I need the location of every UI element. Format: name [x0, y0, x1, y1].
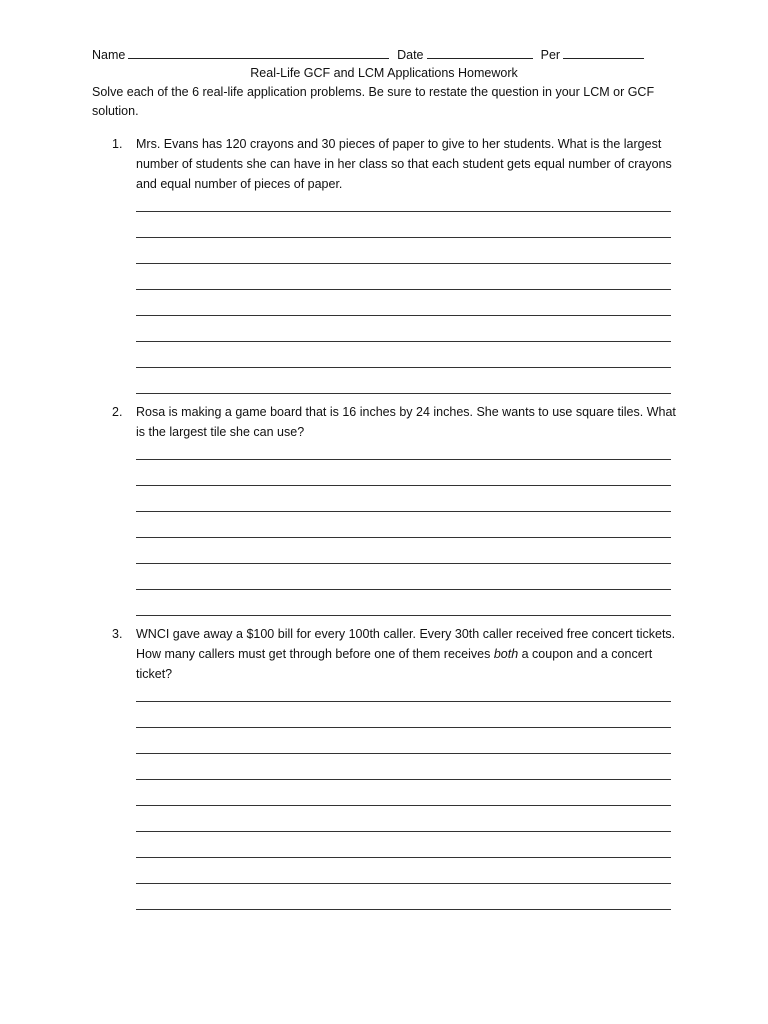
question-3 [112, 624, 682, 684]
question-number: 3. [112, 627, 123, 641]
answer-line[interactable] [136, 434, 671, 460]
answer-line[interactable] [136, 212, 671, 238]
instructions: Solve each of the 6 real-life application problems. Be sure to restate the question in your LCM or GCF solution. [92, 85, 655, 118]
answer-lines-2 [136, 434, 671, 616]
student-info-header [92, 46, 652, 62]
answer-line[interactable] [136, 858, 671, 884]
date-label: Date [397, 48, 424, 62]
question-1 [112, 134, 682, 194]
answer-line[interactable] [136, 676, 671, 702]
name-blank[interactable] [128, 46, 389, 59]
answer-line[interactable] [136, 460, 671, 486]
answer-line[interactable] [136, 564, 671, 590]
answer-line[interactable] [136, 590, 671, 616]
period-label: Per [540, 48, 561, 62]
question-text: Rosa is making a game board that is 16 inches by 24 inches. She wants to use square tiles. What is the largest tile she can use? [136, 405, 676, 439]
answer-line[interactable] [136, 538, 671, 564]
answer-lines-3 [136, 676, 671, 910]
question-text-part: a coupon and a concert ticket? [136, 647, 653, 681]
answer-line[interactable] [136, 728, 671, 754]
question-number: 2. [112, 405, 123, 419]
name-label: Name [92, 48, 126, 62]
answer-line[interactable] [136, 316, 671, 342]
question-text-emphasis: both [493, 647, 519, 661]
answer-line[interactable] [136, 238, 671, 264]
answer-line[interactable] [136, 290, 671, 316]
question-number: 1. [112, 137, 123, 151]
answer-line[interactable] [136, 368, 671, 394]
answer-lines-1 [136, 186, 671, 394]
answer-line[interactable] [136, 780, 671, 806]
date-blank[interactable] [427, 46, 533, 59]
answer-line[interactable] [136, 806, 671, 832]
answer-line[interactable] [136, 702, 671, 728]
answer-line[interactable] [136, 186, 671, 212]
period-blank[interactable] [563, 46, 644, 59]
answer-line[interactable] [136, 486, 671, 512]
answer-line[interactable] [136, 512, 671, 538]
answer-line[interactable] [136, 754, 671, 780]
answer-line[interactable] [136, 832, 671, 858]
answer-line[interactable] [136, 264, 671, 290]
question-text: Mrs. Evans has 120 crayons and 30 pieces of paper to give to her students. What is the largest number of students she can have in her class so that each student gets equal number of crayons and equal number of pieces of paper. [136, 137, 672, 191]
answer-line[interactable] [136, 342, 671, 368]
question-text [136, 624, 682, 684]
answer-line[interactable] [136, 884, 671, 910]
question-text-part: WNCI gave away a $100 bill for every 100th caller. Every 30th caller received free concert tickets. How many callers must get through before one of them receives [136, 627, 676, 661]
worksheet-title: Real-Life GCF and LCM Applications Homework [250, 66, 518, 80]
